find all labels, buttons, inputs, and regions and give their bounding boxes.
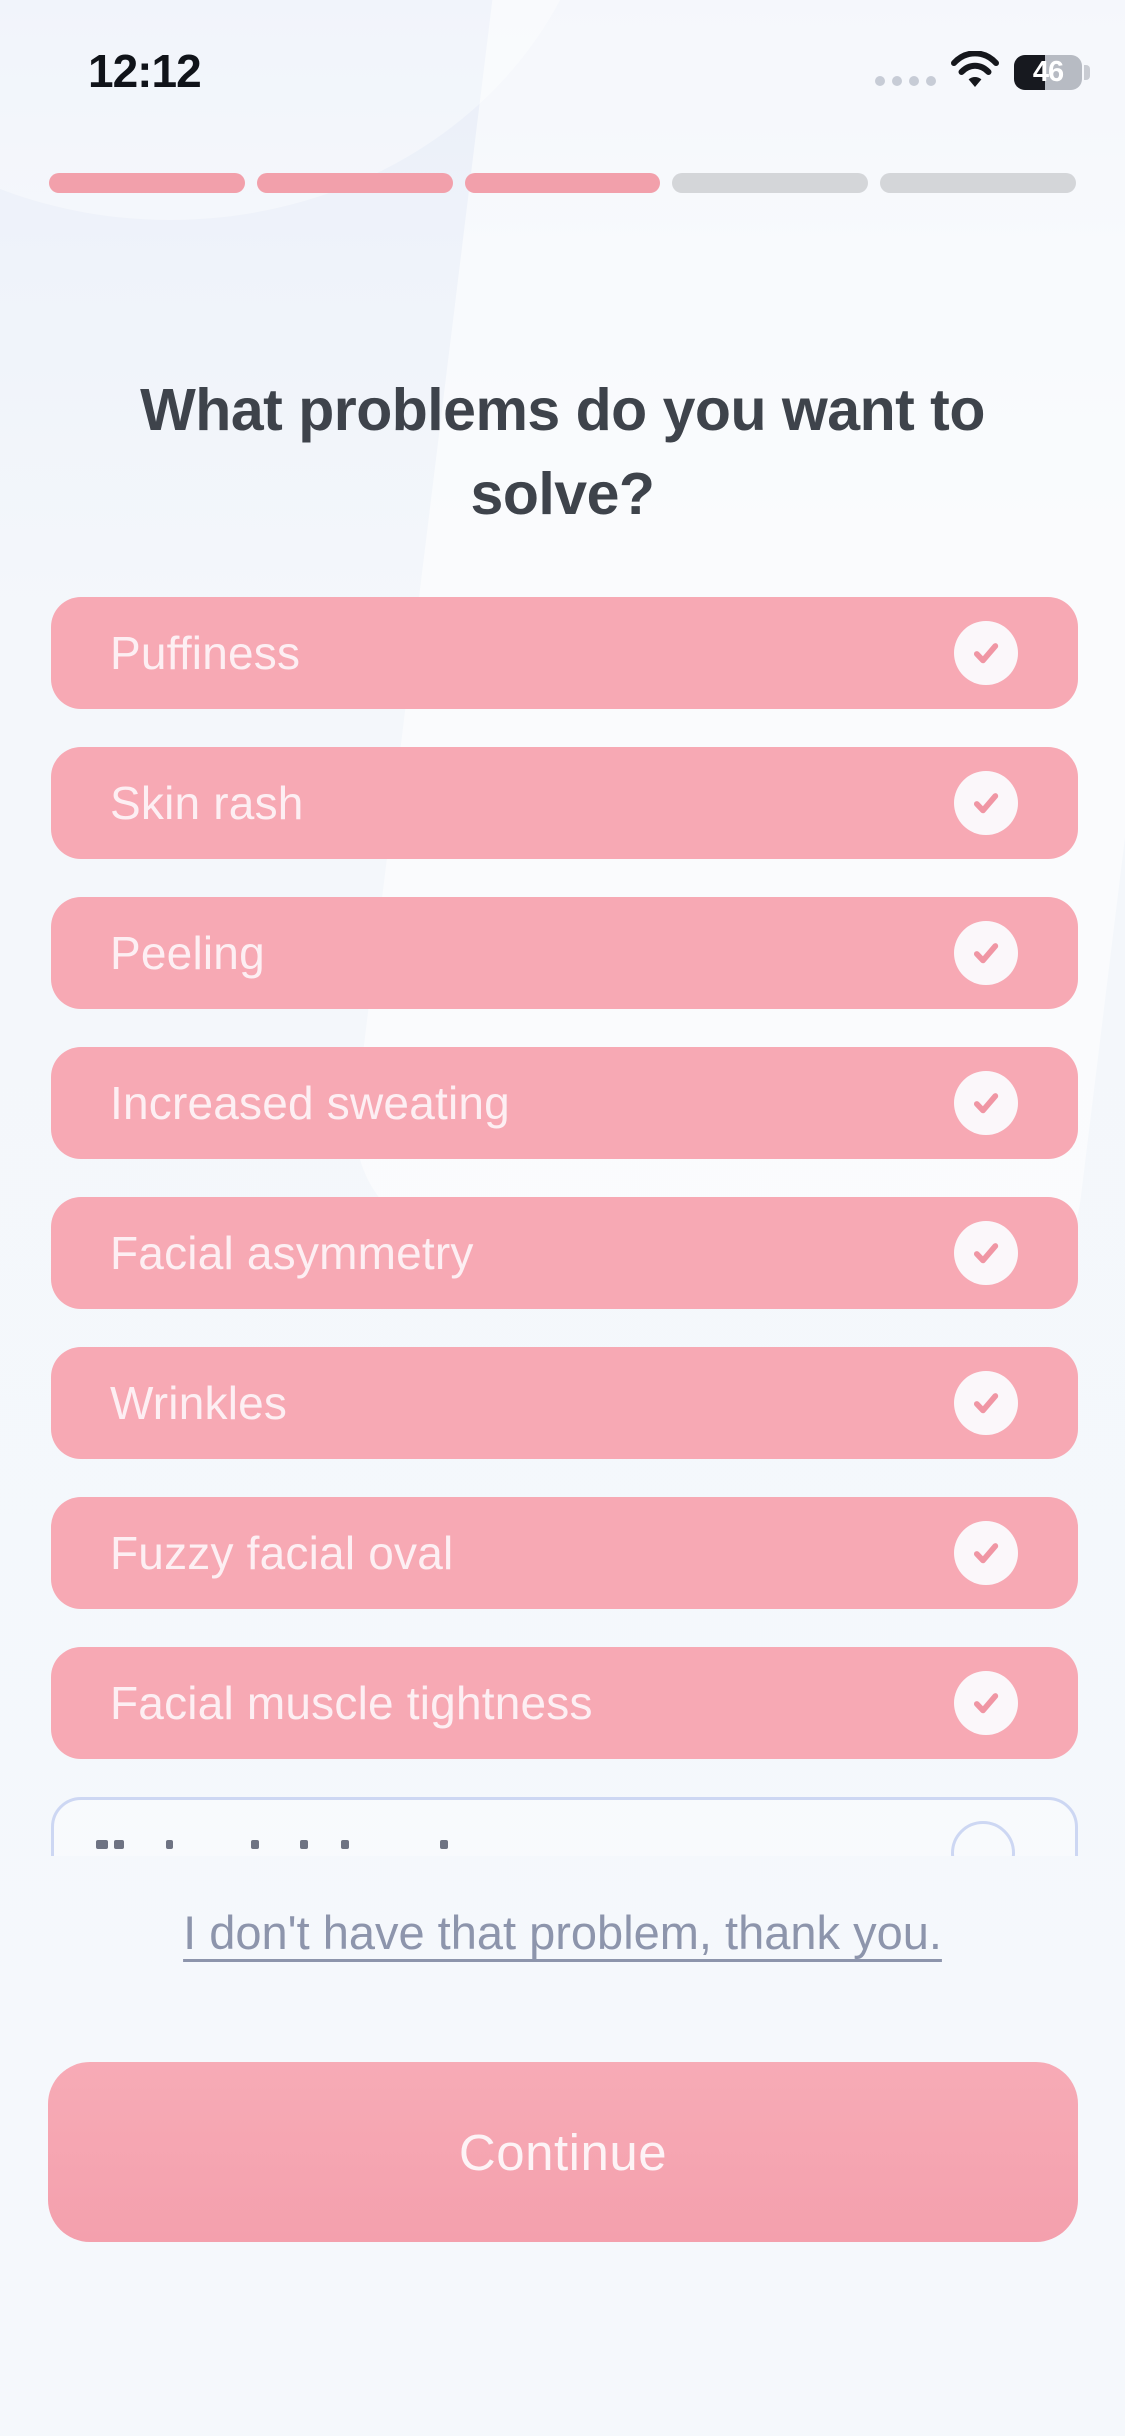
options-list xyxy=(51,597,1078,1856)
checkmark-icon xyxy=(954,1521,1018,1585)
clipped-text-fragment xyxy=(341,1840,349,1849)
option-label: Increased sweating xyxy=(110,1077,510,1129)
option-clipped[interactable] xyxy=(51,1797,1078,1856)
option-label: Puffiness xyxy=(110,627,301,679)
battery-nub xyxy=(1084,65,1090,80)
clipped-text-fragment xyxy=(251,1840,259,1849)
page-title: What problems do you want to solve? xyxy=(140,377,985,527)
option-puffiness[interactable] xyxy=(51,597,1078,709)
option-wrinkles[interactable] xyxy=(51,1347,1078,1459)
status-time: 12:12 xyxy=(88,45,201,97)
skip-link[interactable]: I don't have that problem, thank you. xyxy=(183,1906,942,1959)
option-label: Peeling xyxy=(110,927,265,979)
checkmark-icon xyxy=(954,1221,1018,1285)
checkmark-icon xyxy=(954,1371,1018,1435)
option-increased-sweating[interactable] xyxy=(51,1047,1078,1159)
options-viewport xyxy=(51,597,1078,1856)
cellular-dots-icon xyxy=(875,76,936,86)
progress-bar xyxy=(49,173,1076,193)
option-label: Skin rash xyxy=(110,777,304,829)
progress-segment-4-empty xyxy=(672,173,868,193)
option-peeling[interactable] xyxy=(51,897,1078,1009)
progress-segment-5-empty xyxy=(880,173,1076,193)
checkmark-icon xyxy=(954,621,1018,685)
status-icons xyxy=(875,48,1090,92)
checkmark-icon xyxy=(954,1071,1018,1135)
battery-percent: 46 xyxy=(1032,55,1064,88)
clipped-text-fragment xyxy=(300,1840,308,1849)
option-label: Wrinkles xyxy=(110,1377,288,1429)
progress-segment-1-filled xyxy=(49,173,245,193)
battery-icon xyxy=(1014,55,1082,90)
continue-button-label: Continue xyxy=(458,2123,668,2181)
option-facial-asymmetry[interactable] xyxy=(51,1197,1078,1309)
option-fuzzy-facial-oval[interactable] xyxy=(51,1497,1078,1609)
clipped-text-fragment xyxy=(96,1840,108,1849)
checkmark-icon xyxy=(954,771,1018,835)
checkmark-icon xyxy=(954,921,1018,985)
progress-segment-3-filled xyxy=(465,173,661,193)
circle-outline-icon xyxy=(951,1821,1015,1856)
option-label: Fuzzy facial oval xyxy=(110,1527,454,1579)
checkmark-icon xyxy=(954,1671,1018,1735)
option-skin-rash[interactable] xyxy=(51,747,1078,859)
option-facial-muscle-tightness[interactable] xyxy=(51,1647,1078,1759)
progress-segment-2-filled xyxy=(257,173,453,193)
option-label: Facial muscle tightness xyxy=(110,1677,593,1729)
option-label: Facial asymmetry xyxy=(110,1227,474,1279)
clipped-text-fragment xyxy=(114,1840,124,1849)
wifi-icon xyxy=(950,51,1000,94)
clipped-text-fragment xyxy=(440,1840,448,1849)
continue-button[interactable] xyxy=(48,2062,1078,2242)
clipped-text-fragment xyxy=(166,1840,173,1849)
